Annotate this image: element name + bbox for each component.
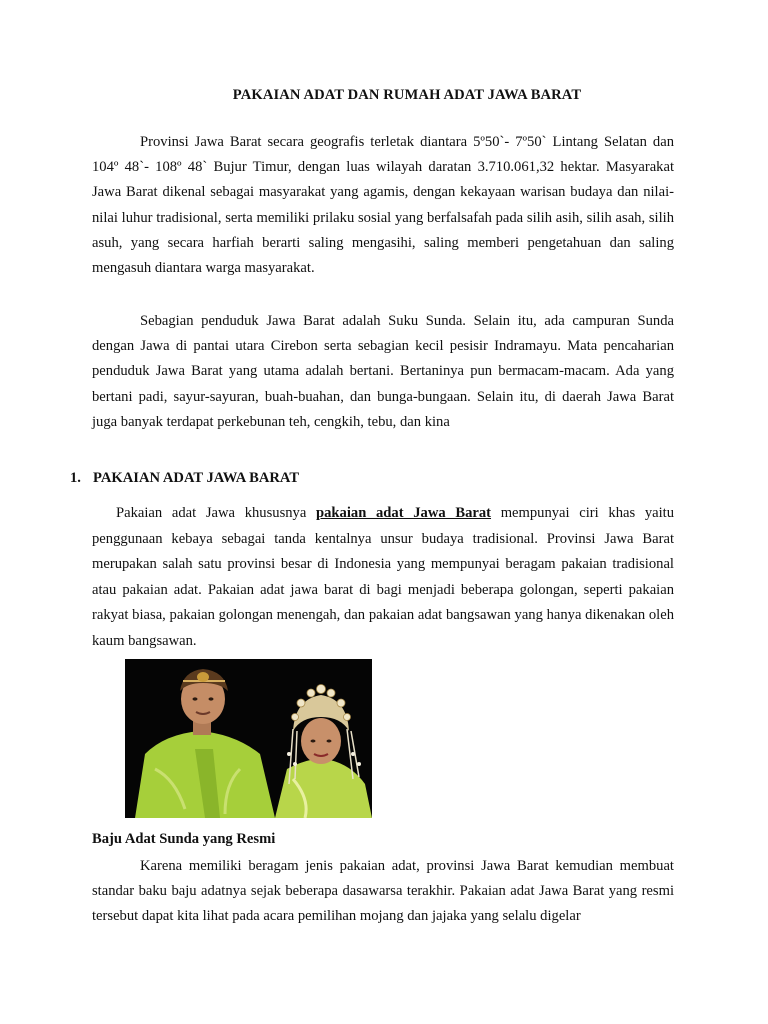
document-title: PAKAIAN ADAT DAN RUMAH ADAT JAWA BARAT <box>232 87 582 103</box>
paragraph-geography <box>92 130 674 281</box>
paragraph-standar-baku-text: Karena memiliki beragam jenis pakaian adat, provinsi Jawa Barat kemudian membuat standar baku baju adatnya sejak beberapa dasawarsa terakhir. Pakaian adat Jawa Barat yang resmi tersebut dapat kita lihat pada acara pemilihan mojang dan jajaka yang selalu digelar <box>92 858 674 925</box>
section-number: 1. <box>70 470 81 486</box>
image-caption: Baju Adat Sunda yang Resmi <box>92 831 276 847</box>
paragraph-pakaian-adat-rest: mempunyai ciri khas yaitu penggunaan kebaya sebagai tanda kentalnya unsur budaya tradisional. Provinsi Jawa Barat merupakan salah satu provinsi besar di Indonesia yang mempunyai beragam pakaian tradisional atau pakaian adat. Pakaian adat jawa barat di bagi menjadi beberapa golongan, seperti pakaian rakyat biasa, pakaian golongan menengah, dan pakaian adat bangsawan yang hanya dikenakan oleh kaum bangsawan. <box>92 505 675 649</box>
wedding-couple-image <box>125 659 372 818</box>
paragraph-population <box>92 309 674 435</box>
pakaian-adat-link[interactable]: pakaian adat Jawa Barat <box>316 505 492 521</box>
section-heading <box>70 470 299 487</box>
paragraph-geography-text: Provinsi Jawa Barat secara geografis terletak diantara 5º50`- 7º50` Lintang Selatan dan 104º 48`- 108º 48` Bujur Timur, dengan luas wilayah daratan 3.710.061,32 hektar. Masyarakat Jawa Barat dikenal sebagai masyarakat yang agamis, dengan kekayaan warisan budaya dan nilai-nilai luhur tradisional, serta memiliki prilaku sosial yang berfalsafah pada silih asih, silih asah, silih asuh, yang secara harfiah berarti saling mengasihi, saling memberi pengetahuan dan saling mengasuh diantara warga masyarakat. <box>92 134 674 277</box>
paragraph-pakaian-adat-intro: Pakaian adat Jawa khususnya <box>116 505 317 521</box>
section-heading-text: PAKAIAN ADAT JAWA BARAT <box>93 470 300 486</box>
paragraph-pakaian-adat <box>92 501 674 655</box>
paragraph-population-text: Sebagian penduduk Jawa Barat adalah Suku Sunda. Selain itu, ada campuran Sunda dengan Jawa di pantai utara Cirebon serta sebagian kecil pesisir Indramayu. Mata pencaharian penduduk Jawa Barat yang utama adalah bertani. Bertaninya pun bermacam-macam. Ada yang bertani padi, sayur-sayuran, buah-buahan, dan bunga-bungaan. Selain itu, di daerah Jawa Barat juga banyak terdapat perkebunan teh, cengkih, tebu, dan kina <box>92 313 674 430</box>
paragraph-standar-baku <box>92 854 674 930</box>
sundanese-wedding-photo <box>125 659 372 818</box>
